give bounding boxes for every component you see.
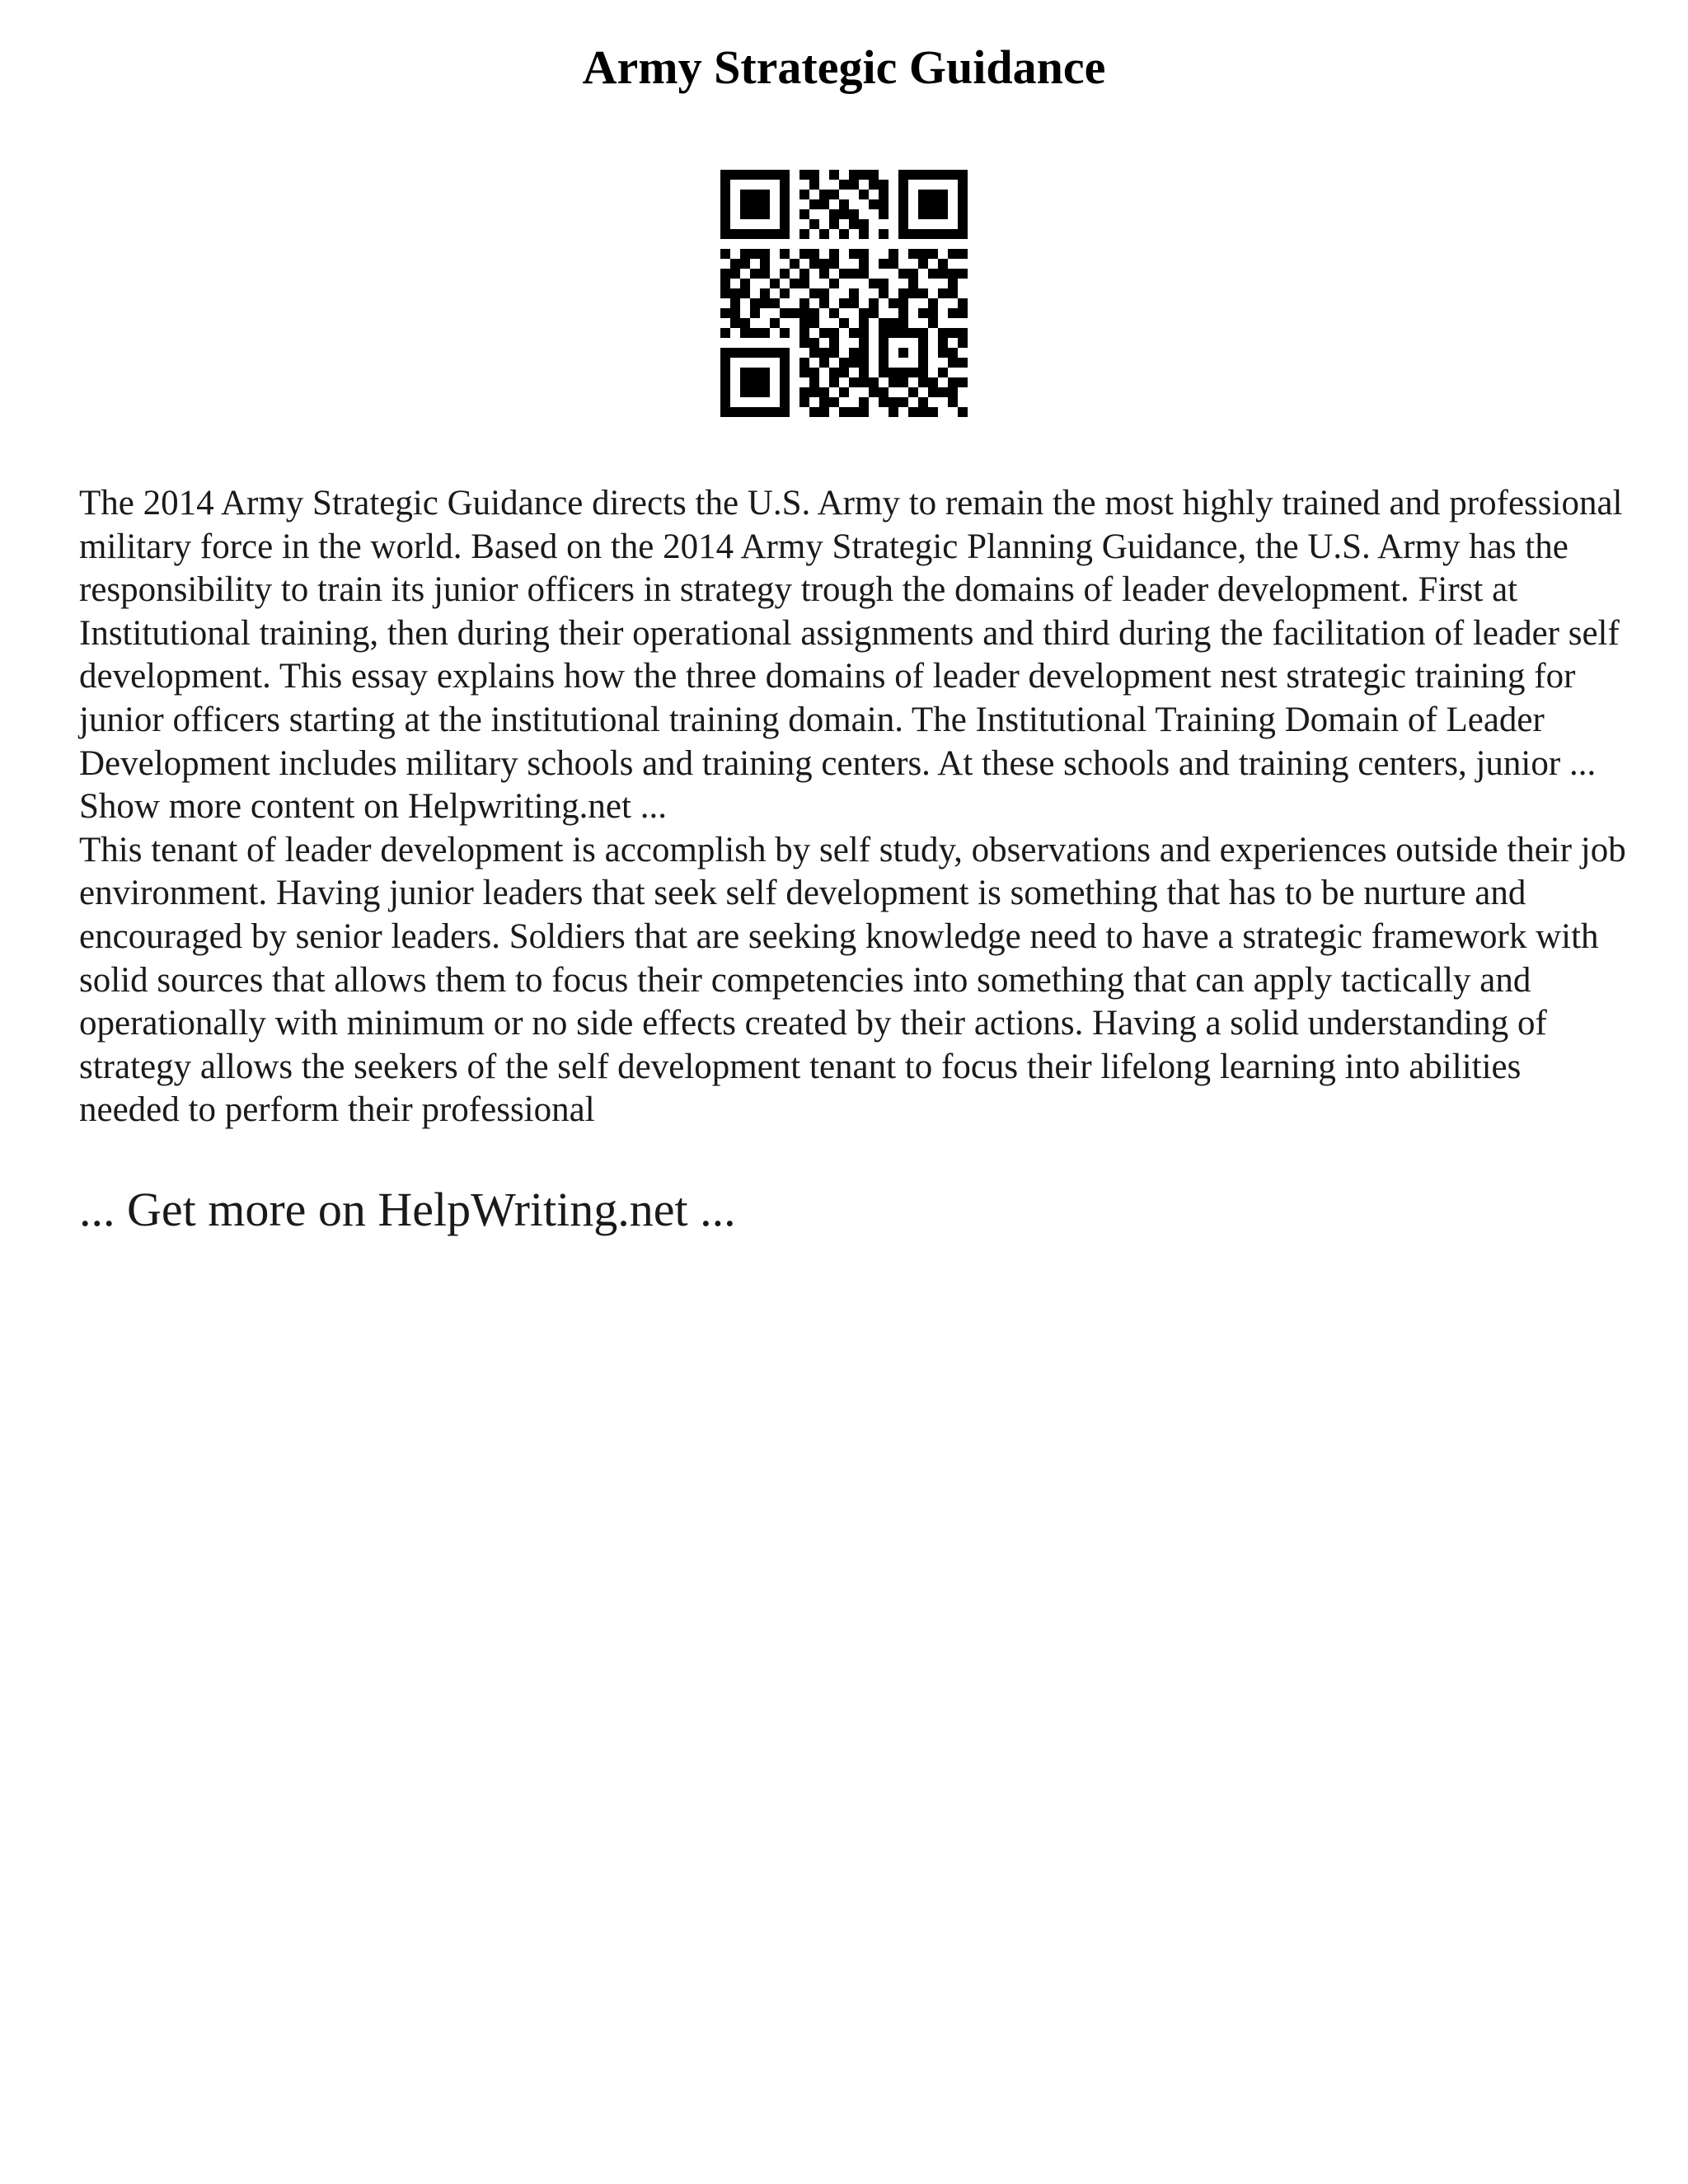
document-body [79, 482, 1629, 1132]
get-more-link[interactable]: ... Get more on HelpWriting.net ... [79, 1183, 736, 1236]
page-title: Army Strategic Guidance [582, 40, 1106, 94]
qr-code-graphic [720, 170, 968, 417]
paragraph-2: This tenant of leader development is accomplish by self study, observations and experiences outside their job environment. Having junior leaders that seek self development is something that has to be nurture and encouraged by senior leaders. Soldiers that are seeking knowledge need to have a strategic framework with solid sources that allows them to focus their competencies into something that can apply tactically and operationally with minimum or no side effects created by their actions. Having a solid understanding of strategy allows the seekers of the self development tenant to focus their lifelong learning into abilities needed to perform their professional [79, 830, 1626, 1130]
qr-code-icon [720, 170, 968, 417]
paragraph-1: The 2014 Army Strategic Guidance directs the U.S. Army to remain the most highly trained and professional military force in the world. Based on the 2014 Army Strategic Planning Guidance, the U.S. Army has the responsibility to train its junior officers in strategy trough the domains of leader development. First at Institutional training, then during their operational assignments and third during the facilitation of leader self development. This essay explains how the three domains of leader development nest strategic training for junior officers starting at the institutional training domain. The Institutional Training Domain of Leader Development includes military schools and training centers. At these schools and training centers, junior ... Show more content on Helpwriting.net ... [79, 484, 1623, 827]
